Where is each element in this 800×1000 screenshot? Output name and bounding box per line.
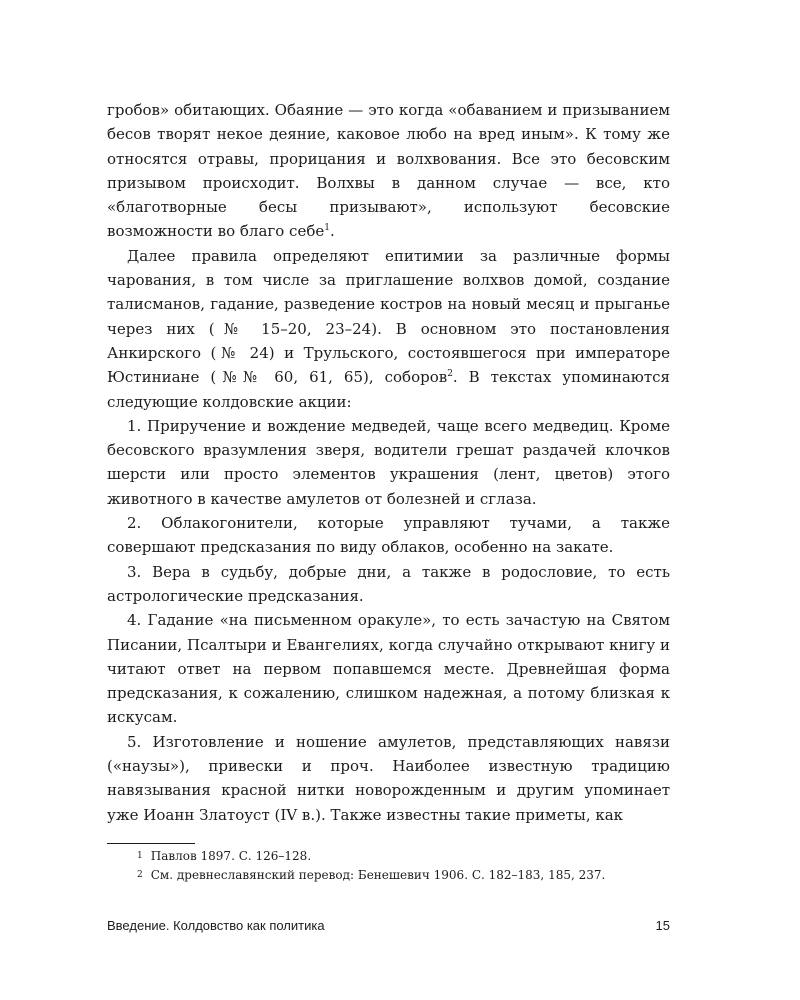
footnote-divider: [107, 843, 195, 844]
footnotes: [107, 847, 670, 885]
list-item-1: 1. Приручение и вождение медведей, чаще всего медведиц. Кроме бесовского вразумления зверя, водители грешат раздачей клочков шерсти или просто элементов украшения (лент, цветов) этого животного в качестве амулетов от болезней и сглаза.: [107, 416, 670, 508]
main-text: [107, 98, 670, 827]
footnote-number: 1: [137, 851, 143, 861]
list-item-5: 5. Изготовление и ношение амулетов, представляющих навязи («наузы»), привески и проч. Наиболее известную традицию навязывания красной нитки новорожденным и другим упоминает уже Иоанн Златоуст (IV в.). Также известны такие приметы, как: [107, 732, 670, 824]
running-title: Введение. Колдовство как политика: [107, 918, 325, 933]
footnote-2: [107, 866, 670, 885]
footnote-text: См. древнеславянский перевод: Бенешевич 1906. С. 182–183, 185, 237.: [150, 868, 606, 882]
paragraph-1: гробов» обитающих. Обаяние — это когда «обаванием и призыванием бесов творят некое деяние, каковое любо на вред иным». К тому же относятся отравы, прорицания и волхвования. Все это бесовским призывом происходит. Волхвы в данном случае — все, кто «благотворные бесы призывают», используют бесовские возможности во благо себе$^1$.: [107, 101, 670, 241]
footnote-ref-2: 2: [447, 369, 453, 380]
list-item-4: 4. Гадание «на письменном оракуле», то есть зачастую на Святом Писании, Псалтыри и Евангелиях, когда случайно открывают книгу и читают ответ на первом попавшемся месте. Древнейшая форма предсказания, к сожалению, слишком надежная, а потому близкая к искусам.: [107, 611, 670, 727]
page-number: 15: [655, 918, 670, 933]
footnote-1: [107, 847, 670, 866]
running-footer: [107, 918, 670, 933]
footnote-number: 2: [137, 870, 143, 880]
list-item-2: 2. Облакогонители, которые управляют тучами, а также совершают предсказания по виду облаков, особенно на закате.: [107, 514, 670, 557]
footnote-text: Павлов 1897. С. 126–128.: [150, 849, 312, 863]
list-item-3: 3. Вера в судьбу, добрые дни, а также в родословие, то есть астрологические предсказания.: [107, 562, 670, 605]
footnote-ref-1: 1: [324, 223, 330, 234]
paragraph-2: Далее правила определяют епитимии за различные формы чарования, в том числе за приглашение волхвов домой, создание талисманов, гадание, разведение костров на новый месяц и прыганье через них (№ 15–20, 23–24). В основном это постановления Анкирского (№ 24) и Трульского, состоявшегося при императоре Юстиниане (№№ 60, 61, 65), соборов$^2$. В текстах упоминаются следующие колдовские акции:: [107, 246, 670, 411]
